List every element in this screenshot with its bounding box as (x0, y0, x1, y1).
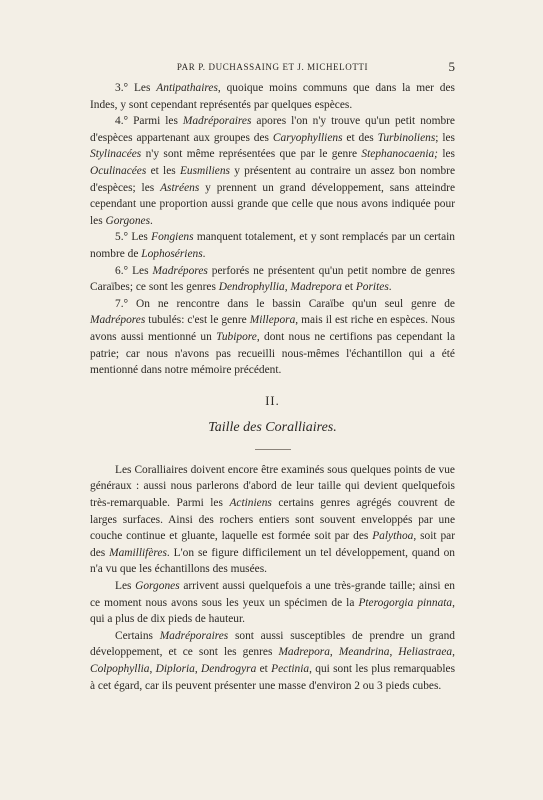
paragraph (90, 462, 455, 578)
text-run: 7.° On ne rencontre dans le bassin Caraïbe qu'un seul genre de (115, 297, 455, 310)
text-run: , qui sont les plus remarquables à cet égard, car ils peuvent présenter une masse d'environ 2 ou 3 pieds cubes. (90, 663, 455, 692)
page-body (90, 80, 455, 694)
italic-term: Stylinacées (90, 148, 142, 161)
italic-term: Palythoa (372, 530, 414, 543)
section-number: II. (265, 393, 280, 408)
text-run: , (149, 663, 156, 675)
italic-term: Pterogorgia pinnata (358, 596, 453, 609)
italic-term: Madrépores (90, 314, 146, 327)
italic-term: Madrépores (152, 264, 208, 277)
italic-term: Madrepora (278, 646, 330, 659)
text-run: 5.° Les (115, 231, 152, 244)
italic-term: Oculinacées (90, 164, 147, 177)
italic-term: Tubipore (216, 330, 257, 343)
text-run: 3.° Les (115, 82, 157, 94)
section-title: Taille des Coralliaires. (208, 420, 337, 436)
italic-term: Astréens (160, 181, 200, 194)
text-run: ; les (435, 131, 455, 144)
text-run: Certains (115, 629, 160, 642)
italic-term: Millepora (249, 314, 296, 327)
paragraph (90, 578, 455, 628)
text-run: arrivent aussi quelquefois a une très-grande taille; ainsi en ce moment nous avons sous les yeux un spécimen de la (90, 580, 455, 609)
italic-term: Porites (355, 281, 389, 294)
italic-term: Gorgones (135, 580, 180, 593)
italic-term: Antipathaires (156, 82, 218, 94)
text-run: 6.° Les (115, 264, 153, 277)
page-number: 5 (448, 59, 455, 74)
italic-term: Gorgones (105, 214, 151, 227)
text-run: , (284, 281, 291, 294)
text-run: 4.° Parmi les (115, 115, 183, 128)
text-run: . (150, 214, 153, 227)
section-paragraphs (90, 462, 455, 694)
italic-term: Dendrophyllia (218, 281, 285, 294)
italic-term: Diploria (155, 663, 195, 675)
italic-term: Turbinoliens (377, 131, 436, 144)
text-run: perforés ne présentent qu'un petit nombre de genres Caraïbes; ce sont les genres (90, 264, 455, 294)
text-run: apores l'on n'y trouve qu'un petit nombre d'espèces appartenant aux groupes des (90, 115, 455, 144)
text-run: , dont nous ne certifions pas cependant la patrie; car nous n'avons pas recueilli nous-mêmes l'échantillon qui a été mentionné dans notre mémoire précédent. (90, 330, 455, 377)
numbered-paragraphs (90, 80, 455, 379)
text-run: et les (146, 164, 180, 177)
italic-term: Eusmiliens (179, 164, 230, 177)
italic-term: Colpophyllia (90, 663, 150, 675)
text-run: , (389, 646, 399, 659)
italic-term: Heliastraea (398, 646, 453, 659)
italic-term: Caryophylliens (272, 131, 343, 144)
text-run: , mais il est riche en espèces. Nous avons aussi mentionné un (90, 314, 455, 343)
paragraph (90, 628, 455, 694)
text-run: , qui a plus de dix pieds de hauteur. (90, 596, 455, 626)
text-run: sont aussi susceptibles de prendre un grand développement, et ce sont les genres (90, 629, 455, 659)
italic-term: Meandrina (338, 646, 390, 659)
text-run: , (194, 663, 202, 675)
paragraph (90, 229, 455, 262)
paragraph (90, 296, 455, 379)
italic-term: Stephanocaenia; (361, 148, 438, 161)
italic-term: Madrepora (290, 281, 342, 294)
running-head: PAR P. DUCHASSAING ET J. MICHELOTTI (176, 62, 369, 72)
italic-term: Madréporaires (159, 629, 229, 642)
text-run: , soit par des (90, 530, 455, 559)
text-run: tubulés: c'est le genre (145, 314, 250, 327)
text-run: et des (342, 131, 378, 144)
text-run: , (329, 646, 339, 659)
text-run: . (202, 247, 206, 260)
text-run: y présentent au contraire un assez bon nombre d'espèces; les (90, 164, 455, 194)
text-run: n'y sont même représentées que par le genre (141, 148, 362, 161)
text-run: , quoique moins communs que dans la mer des Indes, y sont cependant représentés par quelques espèces. (90, 82, 455, 111)
paragraph (90, 80, 455, 113)
text-run: y prennent un grand développement, sans atteindre cependant une proportion aussi grande que celle que nous avons indiquée pour les (90, 181, 456, 227)
text-run: . L'on se figure difficilement un tel développement, quand on n'a vu que les échantillons des musées. (90, 546, 455, 576)
text-run: Les Coralliaires doivent encore être examinés sous quelques points de vue généraux : aussi nous parlerons d'abord de leur taille qui devient quelquefois très-remarquable. Parmi les (90, 463, 455, 510)
text-run: les (437, 148, 455, 161)
paragraph (90, 113, 455, 229)
text-run: Les (115, 580, 136, 593)
text-run: et (341, 281, 356, 294)
italic-term: Fongiens (151, 231, 194, 244)
italic-term: Actiniens (229, 497, 272, 510)
italic-term: Mamillifères (109, 546, 167, 559)
page-header (90, 59, 455, 78)
text-run: manquent totalement, et y sont remplacés par un certain nombre de (90, 231, 455, 260)
italic-term: Lophosériens (141, 247, 203, 260)
italic-term: Pectinia (271, 663, 310, 675)
paragraph (90, 263, 455, 296)
italic-term: Madréporaires (182, 115, 252, 128)
text-run: , (452, 646, 455, 659)
text-run: . (388, 281, 392, 294)
text-run: et (256, 663, 272, 675)
section-divider (255, 449, 291, 450)
italic-term: Dendrogyra (201, 663, 257, 675)
text-run: certains genres agrégés couvrent de larges surfaces. Ainsi des rochers entiers sont souvent enveloppés par une couche continue et gluante, laquelle est formée soit par des (90, 497, 455, 543)
